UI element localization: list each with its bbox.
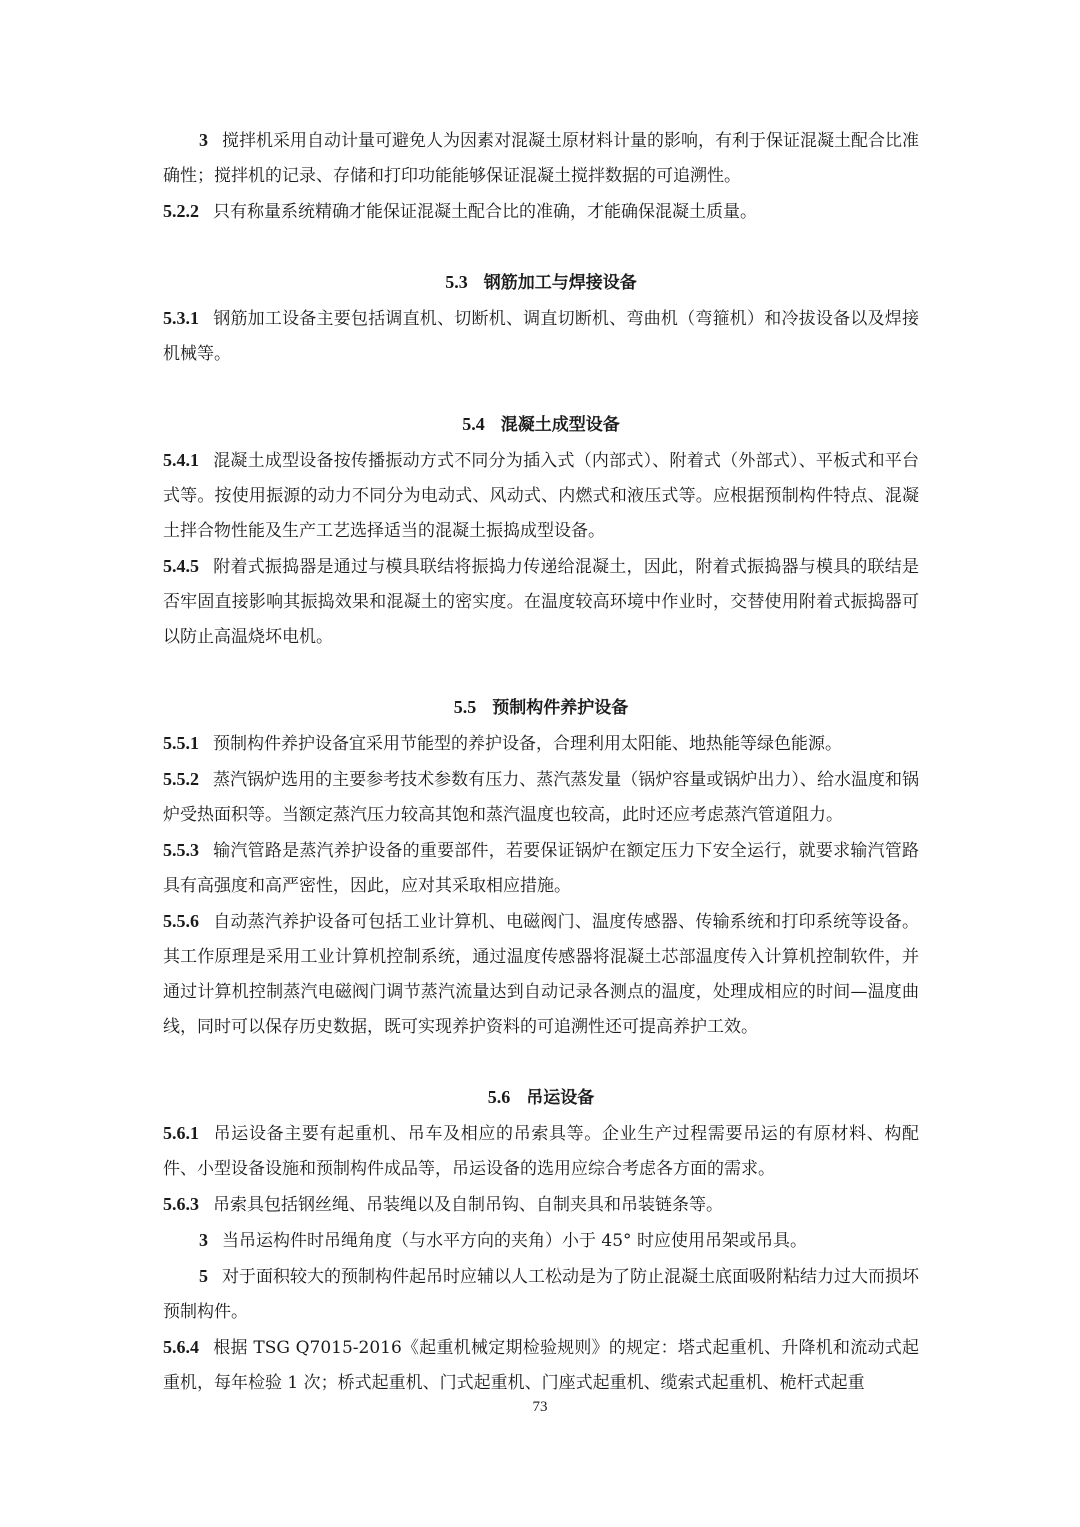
paragraph-text: 自动蒸汽养护设备可包括工业计算机、电磁阀门、温度传感器、传输系统和打印系统等设备。其工作原理是采用工业计算机控制系统，通过温度传感器将混凝土芯部温度传入计算机控制软件，并通过计算机控制蒸汽电磁阀门调节蒸汽流量达到自动记录各测点的温度，处理成相应的时间—温度曲线，同时可以保存历史数据，既可实现养护资料的可追溯性还可提高养护工效。 [163, 912, 919, 1037]
item-number: 5 [199, 1266, 208, 1286]
paragraph-text: 搅拌机采用自动计量可避免人为因素对混凝土原材料计量的影响，有利于保证混凝土配合比准确性；搅拌机的记录、存储和打印功能能够保证混凝土搅拌数据的可追溯性。 [163, 131, 919, 186]
section-title: 钢筋加工与焊接设备 [483, 273, 637, 293]
section-title: 吊运设备 [526, 1088, 595, 1108]
item-number: 3 [199, 130, 208, 150]
item-number: 3 [199, 1230, 208, 1250]
paragraph-text: 根据 TSG Q7015-2016《起重机械定期检验规则》的规定：塔式起重机、升降机和流动式起重机，每年检验 1 次；桥式起重机、门式起重机、门座式起重机、缆索式起重机、桅杆式起重 [163, 1338, 919, 1393]
section-heading [163, 265, 919, 301]
section-heading [163, 690, 919, 726]
paragraph-text: 附着式振捣器是通过与模具联结将振捣力传递给混凝土，因此，附着式振捣器与模具的联结是否牢固直接影响其振捣效果和混凝土的密实度。在温度较高环境中作业时，交替使用附着式振捣器可以防止高温烧坏电机。 [163, 557, 919, 647]
paragraph [163, 1187, 919, 1223]
section-title: 混凝土成型设备 [500, 415, 620, 435]
paragraph [163, 1223, 919, 1259]
clause-number: 5.5.2 [163, 769, 199, 789]
paragraph [163, 762, 919, 833]
paragraph [163, 1330, 919, 1401]
clause-number: 5.3.1 [163, 308, 199, 328]
clause-number: 5.6.1 [163, 1123, 199, 1143]
paragraph [163, 1116, 919, 1187]
page-number: 73 [532, 1399, 548, 1415]
paragraph [163, 833, 919, 904]
paragraph-text: 预制构件养护设备宜采用节能型的养护设备，合理利用太阳能、地热能等绿色能源。 [213, 734, 842, 754]
section-heading [163, 1080, 919, 1116]
paragraph [163, 301, 919, 372]
clause-number: 5.6.3 [163, 1194, 199, 1214]
clause-number: 5.5.1 [163, 733, 199, 753]
section-heading [163, 407, 919, 443]
clause-number: 5.4.5 [163, 556, 199, 576]
clause-number: 5.4.1 [163, 450, 199, 470]
paragraph-text: 吊索具包括钢丝绳、吊装绳以及自制吊钩、自制夹具和吊装链条等。 [213, 1195, 723, 1215]
paragraph [163, 1259, 919, 1330]
section-number: 5.6 [487, 1087, 511, 1107]
paragraph [163, 443, 919, 549]
paragraph-text: 吊运设备主要有起重机、吊车及相应的吊索具等。企业生产过程需要吊运的有原材料、构配件、小型设备设施和预制构件成品等，吊运设备的选用应综合考虑各方面的需求。 [163, 1124, 919, 1179]
paragraph-text: 钢筋加工设备主要包括调直机、切断机、调直切断机、弯曲机（弯箍机）和冷拔设备以及焊接机械等。 [163, 309, 919, 364]
paragraph-text: 当吊运构件时吊绳角度（与水平方向的夹角）小于 45° 时应使用吊架或吊具。 [222, 1231, 807, 1251]
paragraph [163, 194, 919, 230]
section-number: 5.4 [462, 414, 485, 434]
paragraph [163, 904, 919, 1045]
clause-number: 5.5.3 [163, 840, 199, 860]
document-body [163, 123, 919, 1401]
paragraph-text: 混凝土成型设备按传播振动方式不同分为插入式（内部式）、附着式（外部式）、平板式和平台式等。按使用振源的动力不同分为电动式、风动式、内燃式和液压式等。应根据预制构件特点、混凝土拌合物性能及生产工艺选择适当的混凝土振捣成型设备。 [163, 451, 919, 541]
section-number: 5.5 [453, 697, 477, 717]
paragraph [163, 726, 919, 762]
clause-number: 5.5.6 [163, 911, 199, 931]
paragraph [163, 123, 919, 194]
paragraph-text: 蒸汽锅炉选用的主要参考技术参数有压力、蒸汽蒸发量（锅炉容量或锅炉出力）、给水温度和锅炉受热面积等。当额定蒸汽压力较高其饱和蒸汽温度也较高，此时还应考虑蒸汽管道阻力。 [163, 770, 919, 825]
clause-number: 5.2.2 [163, 201, 199, 221]
section-number: 5.3 [445, 272, 468, 292]
paragraph-text: 只有称量系统精确才能保证混凝土配合比的准确，才能确保混凝土质量。 [213, 202, 757, 222]
paragraph [163, 549, 919, 655]
section-title: 预制构件养护设备 [492, 698, 629, 718]
paragraph-text: 输汽管路是蒸汽养护设备的重要部件，若要保证锅炉在额定压力下安全运行，就要求输汽管路具有高强度和高严密性，因此，应对其采取相应措施。 [163, 841, 919, 896]
paragraph-text: 对于面积较大的预制构件起吊时应辅以人工松动是为了防止混凝土底面吸附粘结力过大而损坏预制构件。 [163, 1267, 919, 1322]
clause-number: 5.6.4 [163, 1337, 199, 1357]
